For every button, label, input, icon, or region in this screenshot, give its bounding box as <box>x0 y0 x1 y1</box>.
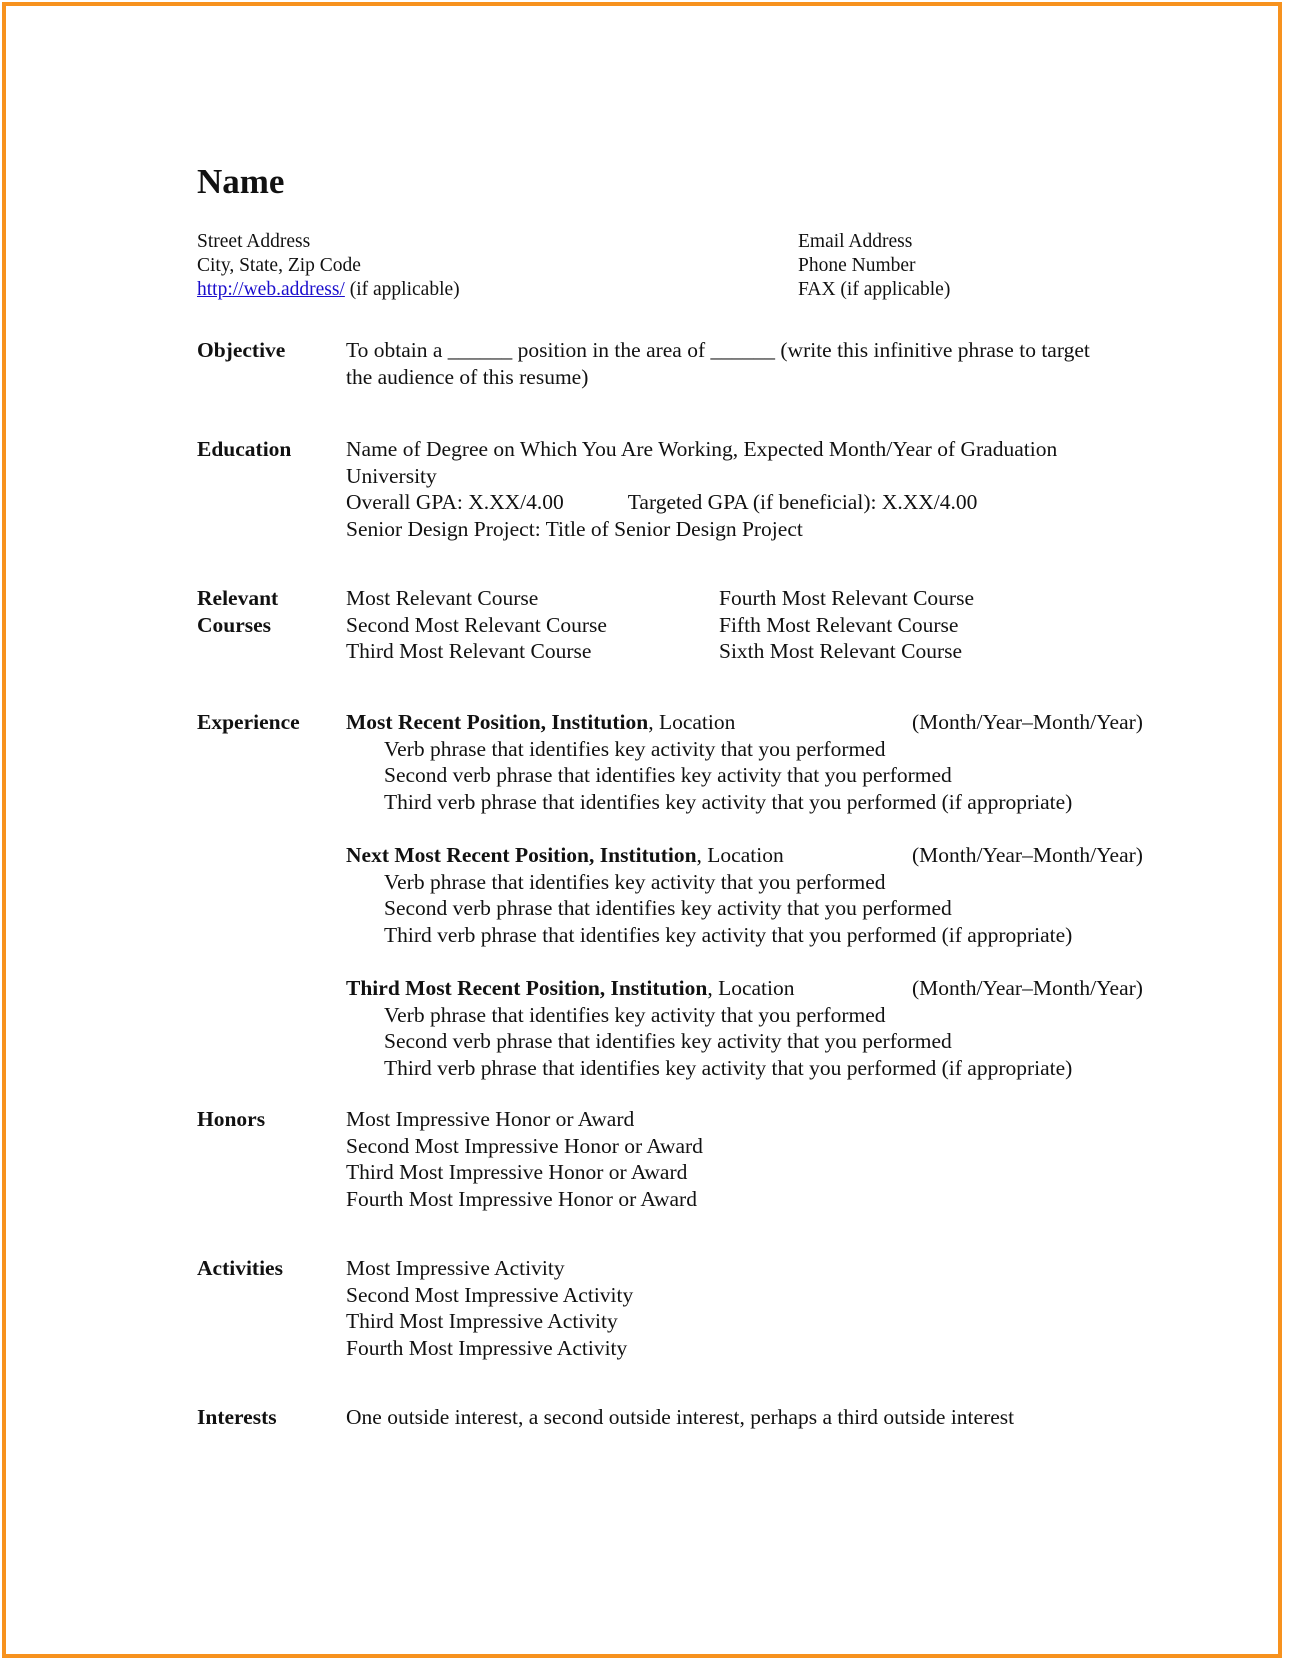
activities-heading: Activities <box>197 1256 283 1280</box>
web-address-line <box>197 278 460 302</box>
education-body <box>346 436 1206 542</box>
objective-line: the audience of this resume) <box>346 364 589 389</box>
courses-heading <box>197 585 337 638</box>
phone-number: Phone Number <box>798 255 916 276</box>
objective-line: To obtain a ______ position in the area of ______ (write this infinitive phrase to target <box>346 338 1090 362</box>
experience-body <box>346 709 1206 1108</box>
course-item: Second Most Relevant Course <box>346 612 607 637</box>
interests-body <box>346 1404 1206 1431</box>
job-duty: Second verb phrase that identifies key activity that you performed <box>384 1029 952 1053</box>
job-duty: Verb phrase that identifies key activity that you performed <box>384 869 886 894</box>
course-item: Sixth Most Relevant Course <box>719 639 963 663</box>
course-item: Third Most Relevant Course <box>346 639 592 663</box>
honor-item: Fourth Most Impressive Honor or Award <box>346 1186 697 1211</box>
activities-body <box>346 1255 1206 1361</box>
job-entry <box>346 842 1206 948</box>
objective-heading: Objective <box>197 338 286 362</box>
street-address: Street Address <box>197 231 311 252</box>
job-location: , Location <box>696 843 784 867</box>
job-duty: Third verb phrase that identifies key activity that you performed (if appropriate) <box>384 1055 1073 1080</box>
job-dates: (Month/Year–Month/Year) <box>912 976 1143 1000</box>
job-dates: (Month/Year–Month/Year) <box>912 710 1143 734</box>
email-address: Email Address <box>798 231 913 252</box>
course-item: Fourth Most Relevant Course <box>719 586 974 610</box>
honors-heading: Honors <box>197 1107 266 1131</box>
web-address-note: (if applicable) <box>344 279 460 300</box>
activity-item: Third Most Impressive Activity <box>346 1309 618 1333</box>
job-location: , Location <box>648 710 736 734</box>
interests-heading: Interests <box>197 1405 277 1429</box>
job-entry <box>346 975 1206 1081</box>
web-address-link[interactable]: http://web.address/ <box>197 279 345 300</box>
activity-item: Fourth Most Impressive Activity <box>346 1335 628 1360</box>
gpa-line <box>346 489 1206 516</box>
city-state-zip: City, State, Zip Code <box>197 255 361 276</box>
courses-heading-line: Courses <box>197 612 272 637</box>
activity-item: Second Most Impressive Activity <box>346 1282 634 1307</box>
objective-body <box>346 337 1206 390</box>
courses-column-left <box>346 585 719 665</box>
job-title: Third Most Recent Position, Institution <box>346 976 708 1000</box>
university-line: University <box>346 463 437 488</box>
resume-name: Name <box>197 162 285 201</box>
course-item: Most Relevant Course <box>346 586 539 610</box>
job-location: , Location <box>707 976 795 1000</box>
job-dates: (Month/Year–Month/Year) <box>912 843 1143 867</box>
honors-body <box>346 1106 1206 1212</box>
honor-item: Second Most Impressive Honor or Award <box>346 1133 703 1158</box>
targeted-gpa: Targeted GPA (if beneficial): X.XX/4.00 <box>627 490 978 514</box>
job-duty: Second verb phrase that identifies key activity that you performed <box>384 896 952 920</box>
degree-line: Name of Degree on Which You Are Working, Expected Month/Year of Graduation <box>346 437 1058 461</box>
overall-gpa: Overall GPA: X.XX/4.00 <box>346 490 564 514</box>
course-item: Fifth Most Relevant Course <box>719 612 959 637</box>
courses-heading-line: Relevant <box>197 586 279 610</box>
honor-item: Third Most Impressive Honor or Award <box>346 1160 688 1184</box>
activity-item: Most Impressive Activity <box>346 1256 565 1280</box>
contact-right <box>798 230 950 302</box>
job-duty: Third verb phrase that identifies key activity that you performed (if appropriate) <box>384 922 1073 947</box>
job-duty: Third verb phrase that identifies key activity that you performed (if appropriate) <box>384 789 1073 814</box>
job-title: Next Most Recent Position, Institution <box>346 843 697 867</box>
education-heading: Education <box>197 437 292 461</box>
senior-project-line: Senior Design Project: Title of Senior Design Project <box>346 516 803 541</box>
job-entry <box>346 709 1206 815</box>
job-duty: Second verb phrase that identifies key activity that you performed <box>384 763 952 787</box>
job-duty: Verb phrase that identifies key activity that you performed <box>384 736 886 761</box>
courses-body <box>346 585 1206 665</box>
job-duty: Verb phrase that identifies key activity that you performed <box>384 1002 886 1027</box>
interests-text: One outside interest, a second outside interest, perhaps a third outside interest <box>346 1405 1015 1429</box>
fax-number: FAX (if applicable) <box>798 279 951 300</box>
contact-left <box>197 230 460 302</box>
experience-heading: Experience <box>197 710 300 734</box>
courses-column-right <box>719 585 1092 665</box>
honor-item: Most Impressive Honor or Award <box>346 1107 635 1131</box>
resume-page <box>2 2 1282 1658</box>
job-title: Most Recent Position, Institution <box>346 710 649 734</box>
